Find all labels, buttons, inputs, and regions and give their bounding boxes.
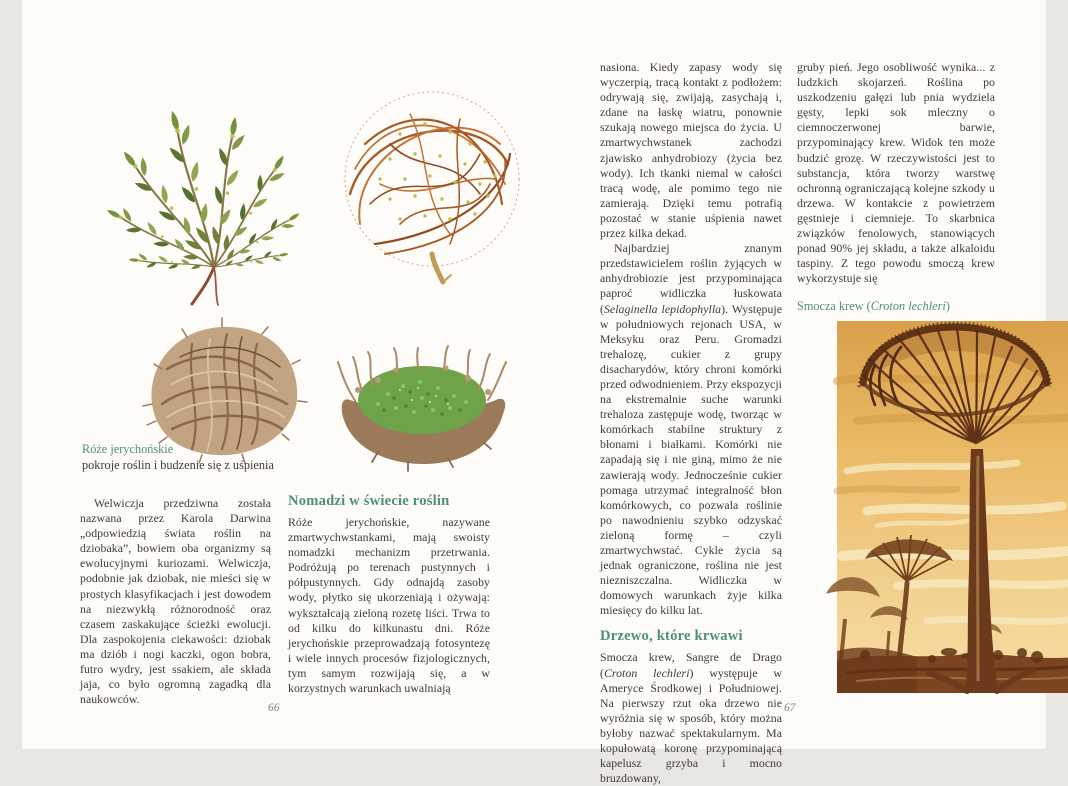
paragraph-dragon-blood-intro: Smocza krew, Sangre de Drago (Croton lechleri) występuje w Ameryce Środkowej i Południowej. Na pierwszy rzut oka drzewo nie wyróżnia się w sposób, który można byłoby nazwać spektakularnym. Ma kopułowatą koronę przypominającą kapelusz grzyba i mocno bruzdowany, — [600, 650, 782, 786]
figure-caption — [82, 442, 402, 473]
paragraph-welwitschia: Welwiczja przedziwna została nazwana przez Karola Darwina „odpowiedzią świata roślin na dziobaka”, bowiem oba organizmy są ewolucyjnymi kuriozami. Welwiczja, podobnie jak dziobak, nie mieści się w prostych klasyfikacjach i jest dowodem na niezwykłą różnorodność oraz czasem zaskakujące ścieżki ewolucji. Dla zaspokojenia ciekawości: dziobak ma dziób i nogi kaczki, ogon bobra, futro wydry, jest ssakiem, ale składa jaja, co było ogromną zagadką dla naukowców. — [80, 496, 271, 707]
illustration-jericho-rose-open-green — [104, 64, 328, 308]
section-heading-nomads: Nomadzi w świecie roślin — [288, 493, 450, 509]
page-number-right: 67 — [784, 702, 796, 714]
paragraph-jericho-roses: Róże jerychońskie, nazywane zmartwychwstankami, mają swoisty nomadzki mechanizm przetrwania. Podróżują po terenach pustynnych i półpustynnych. Gdy odnajdą zasoby wody, płytko się ukorzeniają i ożywają: wykształcają zieloną rozetę liści. Trwa to od kilku do kilkunastu dni. Róże jerychońskie przeprowadzają fotosyntezę i wiele innych procesów fizjologicznych, tym samym rozwijają się, a w korzystnych warunkach uwalniają — [288, 515, 490, 696]
left-page-column-2 — [288, 492, 490, 696]
paragraph-dragon-blood-sap: gruby pień. Jego osobliwość wynika... z ludzkich skojarzeń. Roślina po uszkodzeniu gałęzi lub pnia wydziela gęsty, lepki sok mleczny o ciemnoczerwonej barwie, przypominający krew. Widok ten może budzić grozę. W rzeczywistości jest to substancja, która tworzy warstwę ochronną ograniczającą kolejne szkody u drzewa. W kontakcie z powietrzem gęstnieje i ciemnieje. To skarbnica związków fenolowych, stanowiących ponad 90% jej składu, a także alkaloidu taspiny. Z tego powodu smoczą krew wykorzystuje się — [797, 60, 995, 286]
left-page-column-1 — [80, 496, 271, 707]
paragraph-seeds: nasiona. Kiedy zapasy wody się wyczerpią, tracą kontakt z podłożem: odrywają się, zwijają, zasychają i, zdane na łaskę wiatru, ponownie szukają nowego miejsca do życia. U zmartwychwstanek zachodzi zjawisko anhydrobiozy (życia bez wody). Ich tkanki niemal w całości tracą wodę, ale pomimo tego nie zamierają. Dzięki temu potrafią pozostać w stanie uśpienia nawet przez kilka dekad. — [600, 60, 782, 241]
illustration-dragon-blood-trees-painting — [837, 321, 1068, 693]
paragraph-selaginella: Najbardziej znanym przedstawicielem roślin żyjących w anhydrobiozie jest przypominająca paproć widliczka łuskowata (Selaginella lepidophylla). Występuje w południowych rejonach USA, w Meksyku oraz Peru. Gromadzi trehalozę, cukier z grupy disacharydów, który chroni komórki przed odwodnieniem. Przy ekspozycji na ekstremalnie suche warunki trehaloza zastępuje wodę, tworząc w komórkach stabilne struktury z błonami i białkami. Komórki nie zapadają się i nie giną, mimo że nie zawierają wody. Jednocześnie cukier pomaga utrzymać integralność błon komórkowych, co pozwala roślinie po nawodnieniu szybko odzyskać zieloną formę – czyli zmartwychwstać. Cykle życia są jednak ograniczone, roślina nie jest niezniszczalna. Widliczka w domowych warunkach żyje kilka miesięcy do kilku lat. — [600, 241, 783, 618]
painting-caption: Smocza krew (Croton lechleri) — [797, 299, 950, 314]
illustration-jericho-rose-dried-ball — [132, 309, 312, 464]
section-heading-bleeding-tree: Drzewo, które krwawi — [600, 628, 743, 645]
illustration-jericho-rose-tumbleweed — [330, 84, 536, 286]
book-spread — [22, 0, 1046, 786]
figure-caption-subtitle: pokroje roślin i budzenie się z uśpienia — [82, 458, 274, 472]
page-number-left: 66 — [268, 702, 280, 714]
right-page-column-1 — [600, 60, 782, 786]
right-page-column-2 — [797, 60, 995, 705]
figure-caption-title: Róże jerychońskie — [82, 442, 174, 456]
